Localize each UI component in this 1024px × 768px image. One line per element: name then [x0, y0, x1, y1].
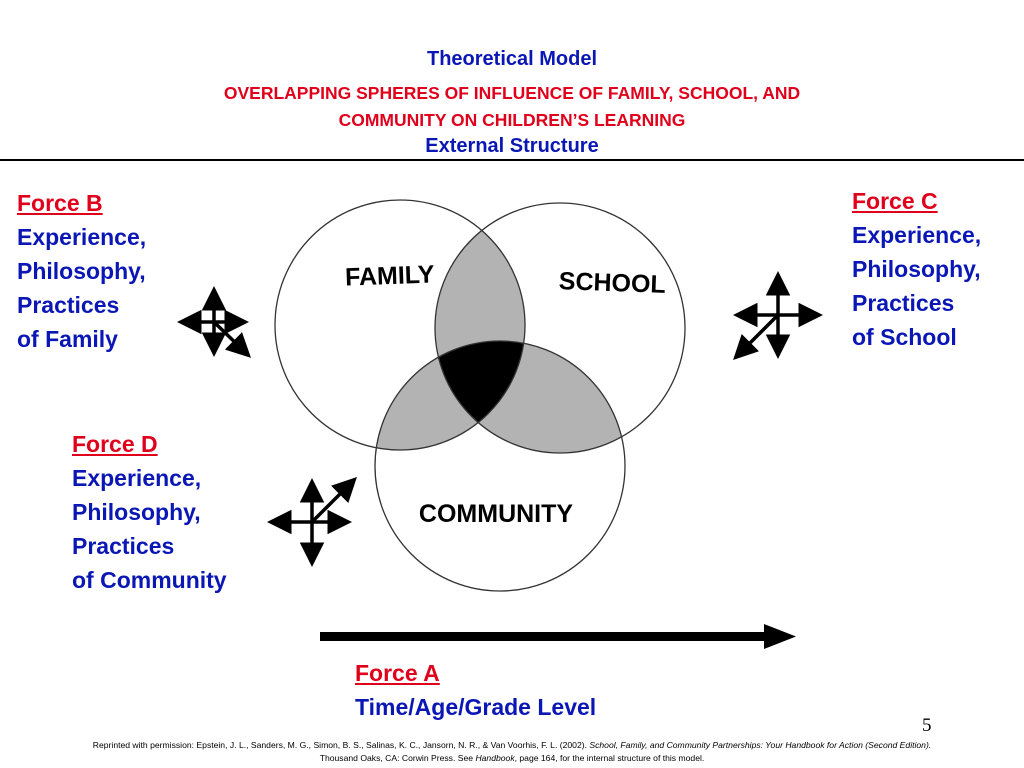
- force-a-name: Force A: [355, 660, 440, 686]
- credit-line-2: [0, 752, 1024, 765]
- force-c-line-4: of School: [852, 324, 957, 350]
- force-b-line-4: of Family: [17, 326, 118, 352]
- force-c-line-2: Philosophy,: [852, 256, 981, 282]
- credit-line-1: [0, 739, 1024, 752]
- credit-line-2-plain-b: , page 164, for the internal structure of this model.: [514, 753, 705, 763]
- force-c-block: [852, 184, 981, 354]
- force-b-name: Force B: [17, 190, 103, 216]
- force-a-line-1: Time/Age/Grade Level: [355, 694, 597, 720]
- force-a-block: [355, 656, 596, 724]
- force-d-line-1: Experience,: [72, 465, 202, 491]
- force-d-line-4: of Community: [72, 567, 227, 593]
- community-label: COMMUNITY: [418, 500, 574, 528]
- title-line-2a: OVERLAPPING SPHERES OF INFLUENCE OF FAMILY, SCHOOL, AND: [223, 83, 801, 103]
- credit-line-2-italic: Handbook: [475, 753, 515, 763]
- force-c-line-3: Practices: [852, 290, 955, 316]
- force-d-line-2: Philosophy,: [72, 499, 201, 525]
- force-c-compass-icon: [738, 278, 816, 355]
- force-d-block: [72, 427, 227, 597]
- credit-line-2-plain-a: Thousand Oaks, CA: Corwin Press. See: [319, 753, 476, 763]
- force-a-arrow-icon: [320, 624, 796, 649]
- credit-line-1-italic: School, Family, and Community Partnerships: Your Handbook for Action (Second Edition).: [589, 740, 932, 750]
- credit-line-1-plain: Reprinted with permission: Epstein, J. L., Sanders, M. G., Simon, B. S., Salinas, K. C., Jansorn, N. R., & Van Voorhis, F. L. (2002).: [92, 740, 590, 750]
- page-number: 5: [922, 715, 932, 736]
- force-b-line-3: Practices: [17, 292, 120, 318]
- force-b-line-1: Experience,: [17, 224, 147, 250]
- force-c-name: Force C: [852, 188, 938, 214]
- school-label: SCHOOL: [558, 267, 667, 299]
- title-external-structure: External Structure: [425, 135, 599, 157]
- force-b-compass-icon: [184, 293, 246, 353]
- family-label: FAMILY: [344, 260, 435, 292]
- force-d-compass-icon: [274, 482, 352, 560]
- force-c-line-1: Experience,: [852, 222, 982, 248]
- force-b-line-2: Philosophy,: [17, 258, 146, 284]
- force-d-name: Force D: [72, 431, 158, 457]
- title-line-2b: COMMUNITY ON CHILDREN’S LEARNING: [338, 110, 686, 130]
- force-b-block: [17, 186, 146, 356]
- force-d-line-3: Practices: [72, 533, 175, 559]
- title-theoretical-model: Theoretical Model: [426, 48, 598, 70]
